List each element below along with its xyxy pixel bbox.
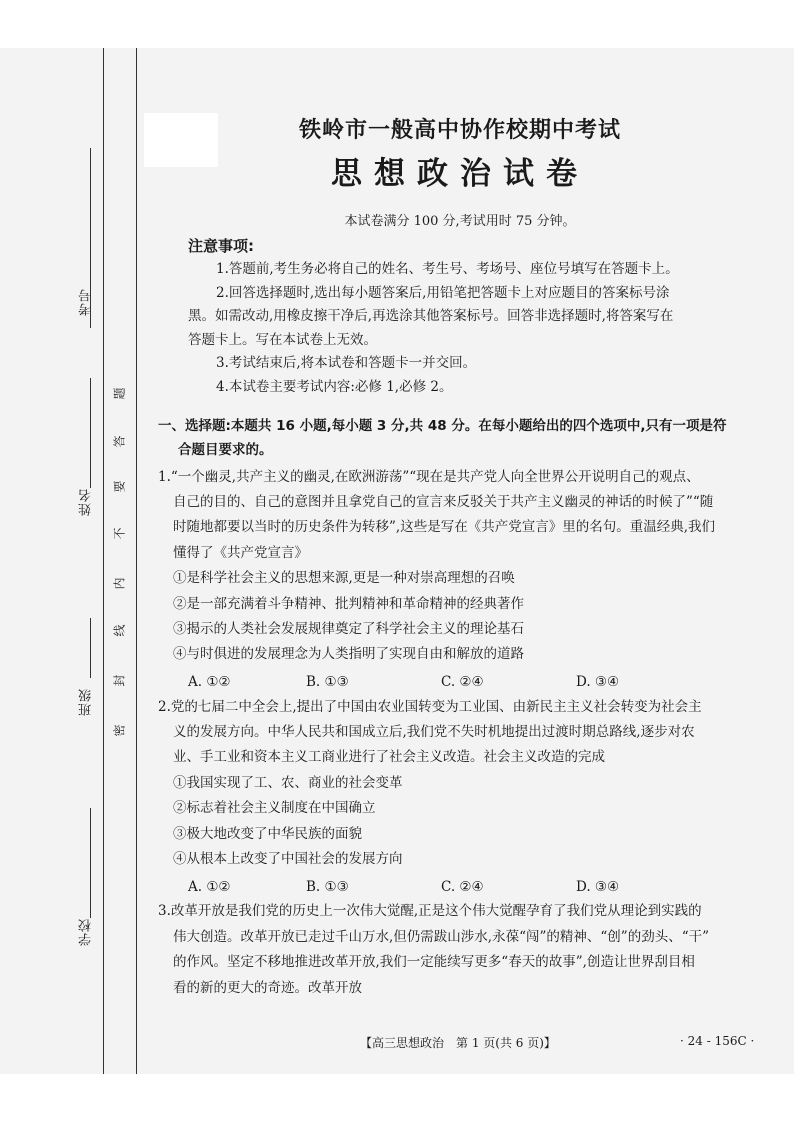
q1-item: ④与时俱进的发展理念为人类指明了实现自由和解放的道路 <box>173 646 524 662</box>
class-line <box>90 618 91 678</box>
margin-line-left <box>103 48 104 1074</box>
q2-option-a: A. ①② <box>188 879 231 895</box>
q1-item: ①是科学社会主义的思想来源,更是一种对崇高理想的召唤 <box>173 570 515 586</box>
seal-char: 内 <box>112 577 127 590</box>
section-heading: 一、选择题:本题共 16 小题,每小题 3 分,共 48 分。在每小题给出的四个选项中,只有一项是符 <box>158 418 727 434</box>
seal-char: 不 <box>112 527 127 540</box>
q1-option-d: D. ③④ <box>576 674 620 690</box>
margin-line-right <box>136 48 137 1074</box>
q1-option-c: C. ②④ <box>441 674 484 690</box>
q2-option-b: B. ①③ <box>306 879 349 895</box>
q2-item: ④从根本上改变了中国社会的发展方向 <box>173 851 403 867</box>
exam-sheet <box>0 48 794 1074</box>
subject-title: 思想政治试卷 <box>331 156 589 192</box>
logo-placeholder <box>144 113 218 167</box>
q3-stem: 看的新的更大的奇迹。改革开放 <box>173 980 362 996</box>
seal-char: 答 <box>112 435 127 448</box>
school-label: 学校 <box>79 918 94 946</box>
seal-char: 题 <box>112 387 127 400</box>
note-line: 答题卡上。写在本试卷上无效。 <box>188 332 377 348</box>
note-line: 1.答题前,考生务必将自己的姓名、考生号、考场号、座位号填写在答题卡上。 <box>216 261 679 277</box>
class-label: 班级 <box>79 688 94 716</box>
q2-stem: 业、手工业和资本主义工商业进行了社会主义改造。社会主义改造的完成 <box>173 749 605 765</box>
q1-stem: 1.“一个幽灵,共产主义的幽灵,在欧洲游荡”“现在是共产党人向全世界公开说明自己的观点、 <box>158 469 700 485</box>
q2-option-d: D. ③④ <box>576 879 620 895</box>
note-line: 3.考试结束后,将本试卷和答题卡一并交回。 <box>216 355 477 371</box>
seal-char: 封 <box>112 674 127 687</box>
q2-option-c: C. ②④ <box>441 879 484 895</box>
note-line: 4.本试卷主要考试内容:必修 1,必修 2。 <box>216 379 453 395</box>
note-line: 2.回答选择题时,选出每小题答案后,用铅笔把答题卡上对应题目的答案标号涂 <box>216 285 670 301</box>
q2-item: ①我国实现了工、农、商业的社会变革 <box>173 775 403 791</box>
q3-stem: 3.改革开放是我们党的历史上一次伟大觉醒,正是这个伟大觉醒孕育了我们党从理论到实践的 <box>158 903 702 919</box>
name-line <box>90 378 91 488</box>
q2-item: ③极大地改变了中华民族的面貌 <box>173 826 362 842</box>
q1-stem: 时随地都要以当时的历史条件为转移”,这些是写在《共产党宣言》里的名句。重温经典,我们 <box>173 519 715 535</box>
q1-option-a: A. ①② <box>188 674 231 690</box>
seal-char: 线 <box>112 624 127 637</box>
paper-code: · 24 - 156C · <box>680 1034 755 1048</box>
q1-stem: 自己的目的、自己的意图并且拿党自己的宣言来反驳关于共产主义幽灵的神话的时候了”“随 <box>173 494 714 510</box>
note-line: 黑。如需改动,用橡皮擦干净后,再选涂其他答案标号。回答非选择题时,将答案写在 <box>188 308 674 324</box>
q2-stem: 义的发展方向。中华人民共和国成立后,我们党不失时机地提出过渡时期总路线,逐步对农 <box>173 724 695 740</box>
q3-stem: 的作风。坚定不移地推进改革开放,我们一定能续写更多“春天的故事”,创造让世界刮目相 <box>173 954 695 970</box>
q2-item: ②标志着社会主义制度在中国确立 <box>173 800 376 816</box>
seal-char: 要 <box>112 480 127 493</box>
score-info: 本试卷满分 100 分,考试用时 75 分钟。 <box>344 214 576 229</box>
section-heading-cont: 合题目要求的。 <box>178 442 273 458</box>
q3-stem: 伟大创造。改革开放已走过千山万水,但仍需跋山涉水,永葆“闯”的精神、“创”的劲头、“干” <box>173 929 709 945</box>
q1-item: ②是一部充满着斗争精神、批判精神和革命精神的经典著作 <box>173 596 524 612</box>
q1-item: ③揭示的人类社会发展规律奠定了科学社会主义的理论基石 <box>173 621 524 637</box>
q1-option-b: B. ①③ <box>306 674 349 690</box>
exam-title: 铁岭市一般高中协作校期中考试 <box>298 118 621 143</box>
q2-stem: 2.党的七届二中全会上,提出了中国由农业国转变为工业国、由新民主主义社会转变为社会主 <box>158 699 702 715</box>
notes-title: 注意事项: <box>188 237 254 255</box>
page-footer: 【高三思想政治 第 1 页(共 6 页)】 <box>360 1036 556 1050</box>
seal-char: 密 <box>112 724 127 737</box>
exam-no-label: 考号 <box>79 288 94 316</box>
q1-stem: 懂得了《共产党宣言》 <box>173 545 308 561</box>
name-label: 姓名 <box>79 488 94 516</box>
school-line <box>90 808 91 918</box>
